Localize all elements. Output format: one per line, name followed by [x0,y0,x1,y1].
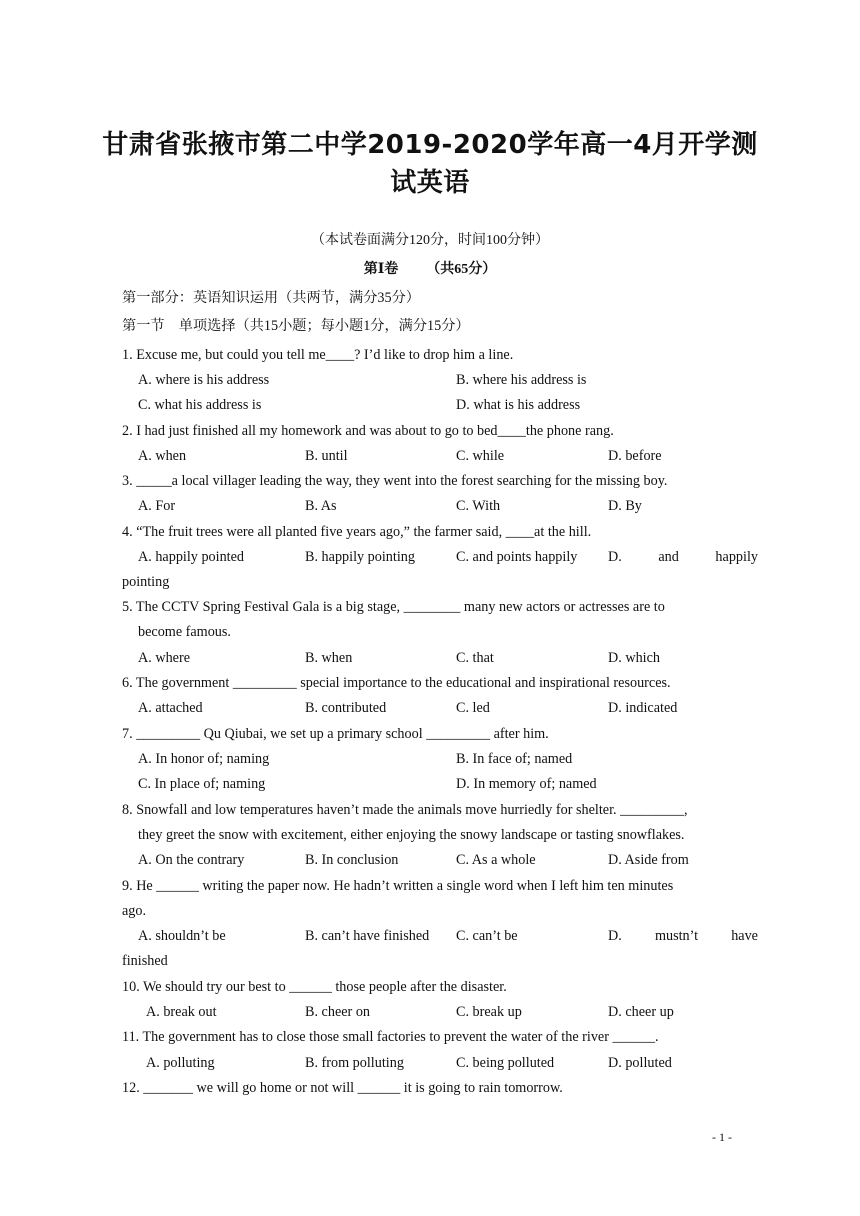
exam-info: （本试卷面满分120分，时间100分钟） [311,233,549,248]
question-11: 11. The government has to close those small factories to prevent the water of the river ______. [122,1029,659,1045]
question-1: 1. Excuse me, but could you tell me____? I’d like to drop him a line. [122,347,514,363]
q2-option-c: C. while [456,448,505,464]
q11-option-b: B. from polluting [305,1055,404,1071]
q6-option-a: A. attached [138,700,203,716]
question-9-continued: ago. [122,903,147,919]
question-7: 7. _________ Qu Qiubai, we set up a primary school _________ after him. [122,726,549,742]
q5-option-c: C. that [456,650,494,666]
q1-option-a: A. where is his address [138,372,270,388]
volume-score: （共65分） [426,262,497,277]
q8-option-d: D. Aside from [608,852,689,868]
question-6: 6. The government _________ special importance to the educational and inspirational resources. [122,675,671,691]
q9-option-a: A. shouldn’t be [138,928,226,944]
q11-option-c: C. being polluted [456,1055,555,1071]
q1-option-b: B. where his address is [456,372,587,388]
q7-option-a: A. In honor of; naming [138,751,270,767]
q5-option-d: D. which [608,650,661,666]
q5-option-a: A. where [138,650,190,666]
q7-option-d: D. In memory of; named [456,776,597,792]
title-line-1: 甘肃省张掖市第二中学2019-2020学年高一4月开学测 [102,130,758,160]
q1-option-c: C. what his address is [138,397,262,413]
question-8-continued: they greet the snow with excitement, either enjoying the snowy landscape or tasting snowflakes. [138,827,685,843]
q8-option-a: A. On the contrary [138,852,245,868]
q10-option-d: D. cheer up [608,1004,674,1020]
question-8: 8. Snowfall and low temperatures haven’t made the animals move hurriedly for shelter. _________, [122,802,688,818]
q11-option-a: A. polluting [146,1055,215,1071]
q5-option-b: B. when [305,650,353,666]
question-10: 10. We should try our best to ______ those people after the disaster. [122,979,507,995]
q9-option-b: B. can’t have finished [305,928,430,944]
q4-option-a: A. happily pointed [138,549,244,565]
q11-option-d: D. polluted [608,1055,672,1071]
q8-option-c: C. As a whole [456,852,536,868]
q3-option-a: A. For [138,498,176,514]
q2-option-a: A. when [138,448,187,464]
section-heading: 第一节 单项选择（共15小题；每小题1分，满分15分） [122,318,470,334]
title-line-2: 试英语 [390,168,470,198]
q4-option-d: D. and happily [608,549,758,565]
question-9: 9. He ______ writing the paper now. He hadn’t written a single word when I left him ten minutes [122,878,674,894]
q3-option-c: C. With [456,498,501,514]
q2-option-b: B. until [305,448,348,464]
page-title [100,126,760,202]
q3-option-b: B. As [305,498,337,514]
q10-option-a: A. break out [146,1004,217,1020]
q8-option-b: B. In conclusion [305,852,399,868]
question-12: 12. _______ we will go home or not will ______ it is going to rain tomorrow. [122,1080,563,1096]
question-5-continued: become famous. [138,624,231,640]
q2-option-d: D. before [608,448,662,464]
q3-option-d: D. By [608,498,642,514]
q9-option-d-continued: finished [122,953,168,969]
page-number: - 1 - [712,1130,732,1144]
q10-option-c: C. break up [456,1004,522,1020]
question-3: 3. _____a local villager leading the way, they went into the forest searching for the missing boy. [122,473,668,489]
q4-option-b: B. happily pointing [305,549,415,565]
q6-option-b: B. contributed [305,700,387,716]
q6-option-d: D. indicated [608,700,678,716]
q4-option-d-continued: pointing [122,574,170,590]
question-2: 2. I had just finished all my homework and was about to go to bed____the phone rang. [122,423,614,439]
q9-option-d: D. mustn’t have [608,928,758,944]
part-heading: 第一部分：英语知识运用（共两节，满分35分） [122,290,420,306]
volume-label: 第Ⅰ卷 [363,262,399,277]
question-4: 4. “The fruit trees were all planted five years ago,” the farmer said, ____at the hill. [122,524,592,540]
q7-option-c: C. In place of; naming [138,776,266,792]
volume-heading [0,260,860,280]
q7-option-b: B. In face of; named [456,751,573,767]
q10-option-b: B. cheer on [305,1004,371,1020]
question-5: 5. The CCTV Spring Festival Gala is a big stage, ________ many new actors or actresses are to [122,599,665,615]
q4-option-c: C. and points happily [456,549,578,565]
q6-option-c: C. led [456,700,490,716]
q9-option-c: C. can’t be [456,928,518,944]
q1-option-d: D. what is his address [456,397,581,413]
